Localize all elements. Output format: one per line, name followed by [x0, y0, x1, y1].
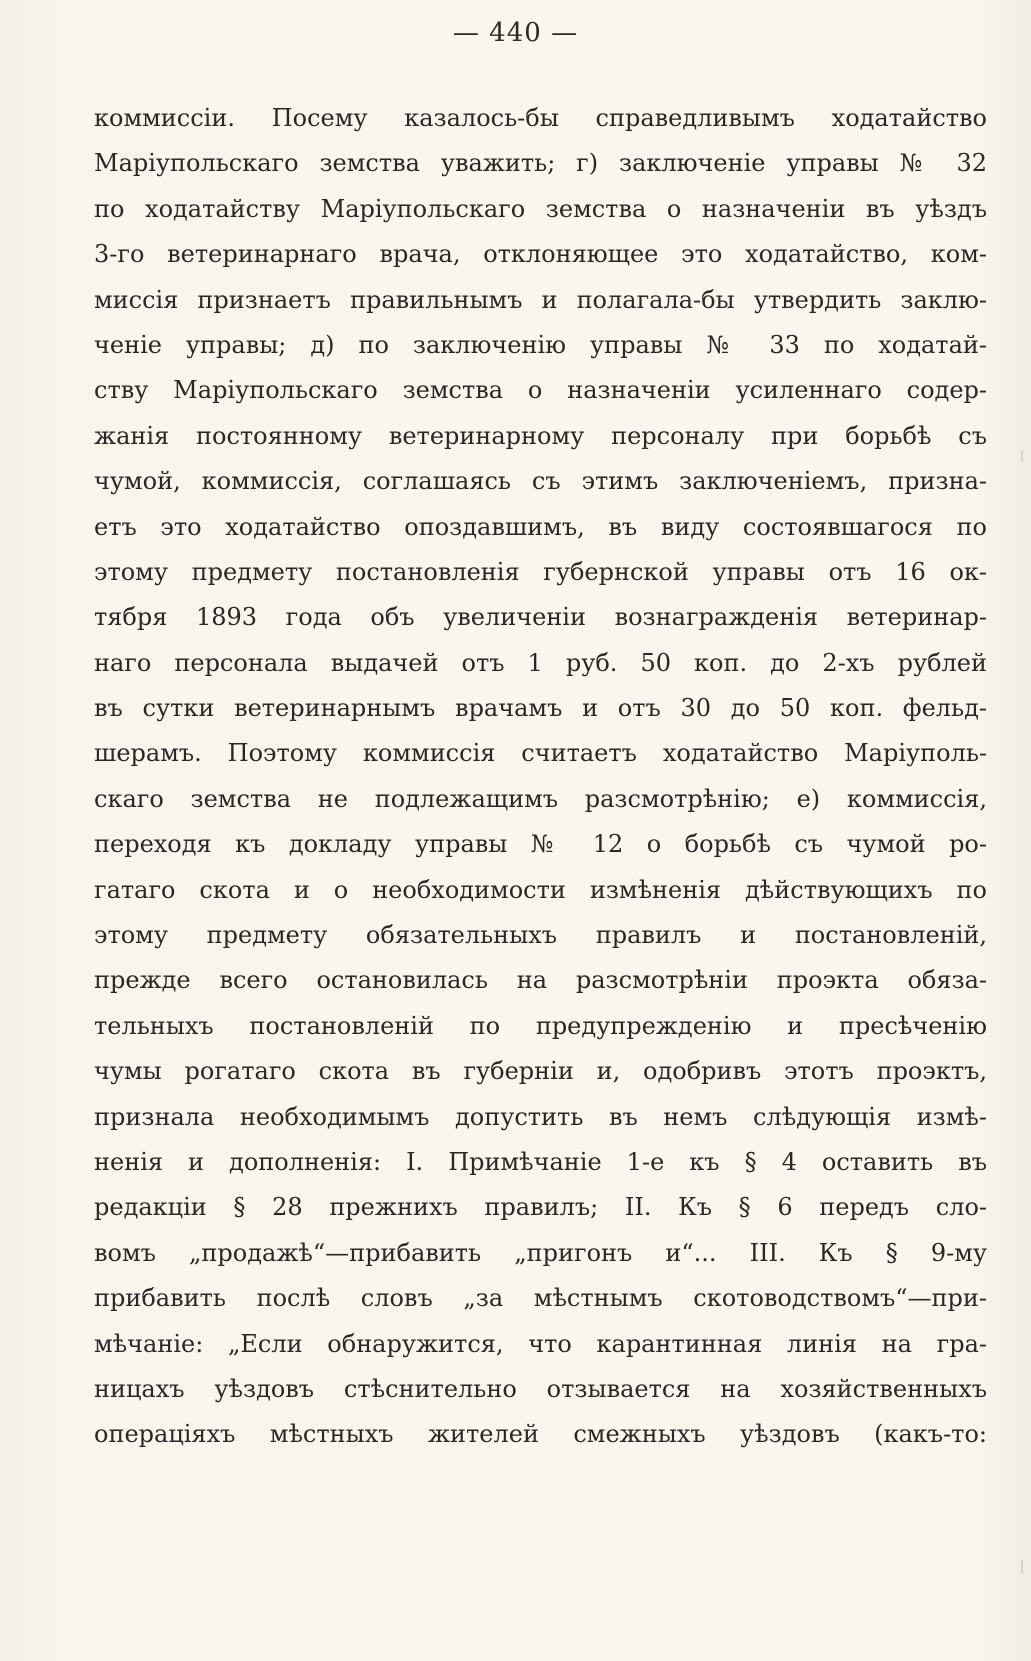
text-line: переходя къ докладу управы № 12 о борьбѣ съ чумой ро-: [94, 830, 987, 859]
text-line: этому предмету постановленія губернской управы отъ 16 ок-: [94, 557, 987, 586]
text-line: тября 1893 года объ увеличеніи вознагражденія ветеринар-: [94, 603, 987, 632]
text-line: 3-го ветеринарнаго врача, отклоняющее это ходатайство, ком-: [94, 240, 987, 269]
text-line: етъ это ходатайство опоздавшимъ, въ виду состоявшагося по: [94, 512, 987, 541]
text-line: жанія постоянному ветеринарному персоналу при борьбѣ съ: [94, 421, 987, 450]
text-line: признала необходимымъ допустить въ немъ слѣдующія измѣ-: [94, 1102, 987, 1131]
page-edge-mark: [1021, 450, 1023, 462]
text-line: чумой, коммиссія, соглашаясь съ этимъ заключеніемъ, призна-: [94, 467, 987, 496]
text-line: по ходатайству Маріупольскаго земства о назначеніи въ уѣздъ: [94, 194, 987, 223]
text-line: шерамъ. Поэтому коммиссія считаетъ ходатайство Маріуполь-: [94, 739, 987, 768]
text-line: ченіе управы; д) по заключенію управы № 33 по ходатай-: [94, 330, 987, 359]
page-edge-mark: [1021, 1560, 1023, 1574]
text-line: мѣчаніе: „Если обнаружится, что карантинная линія на гра-: [94, 1329, 987, 1358]
text-line: прежде всего остановилась на разсмотрѣніи проэкта обяза-: [94, 966, 987, 995]
text-line: Маріупольскаго земства уважить; г) заключеніе управы № 32: [94, 149, 987, 178]
text-line: ницахъ уѣздовъ стѣснительно отзывается на хозяйственныхъ: [94, 1374, 987, 1403]
text-line: ству Маріупольскаго земства о назначеніи усиленнаго содер-: [94, 376, 987, 405]
text-line: наго персонала выдачей отъ 1 руб. 50 коп. до 2-хъ рублей: [94, 648, 987, 677]
text-line: редакціи § 28 прежнихъ правилъ; II. Къ § 6 передъ сло-: [94, 1193, 987, 1222]
text-line: тельныхъ постановленій по предупрежденію и пресѣченію: [94, 1011, 987, 1040]
text-line: гатаго скота и о необходимости измѣненія дѣйствующихъ по: [94, 875, 987, 904]
page-number: — 440 —: [452, 18, 579, 48]
text-line: вомъ „продажѣ“—прибавить „пригонъ и“... III. Къ § 9-му: [94, 1238, 987, 1267]
text-line: операціяхъ мѣстныхъ жителей смежныхъ уѣздовъ (какъ-то:: [94, 1420, 987, 1449]
text-line: ненія и дополненія: I. Примѣчаніе 1-е къ § 4 оставить въ: [94, 1147, 987, 1176]
text-line: скаго земства не подлежащимъ разсмотрѣнію; е) коммиссія,: [94, 784, 987, 813]
text-line: прибавить послѣ словъ „за мѣстнымъ скотоводствомъ“—при-: [94, 1284, 987, 1313]
text-line: чумы рогатаго скота въ губерніи и, одобривъ этотъ проэктъ,: [94, 1057, 987, 1086]
text-line: миссія признаетъ правильнымъ и полагала-бы утвердить заклю-: [94, 285, 987, 314]
text-line: коммиссіи. Посему казалось-бы справедливымъ ходатайство: [94, 104, 987, 132]
text-line: этому предмету обязательныхъ правилъ и постановленій,: [94, 921, 987, 950]
body-text: [94, 96, 987, 1458]
text-line: въ сутки ветеринарнымъ врачамъ и отъ 30 до 50 коп. фельд-: [94, 694, 987, 723]
